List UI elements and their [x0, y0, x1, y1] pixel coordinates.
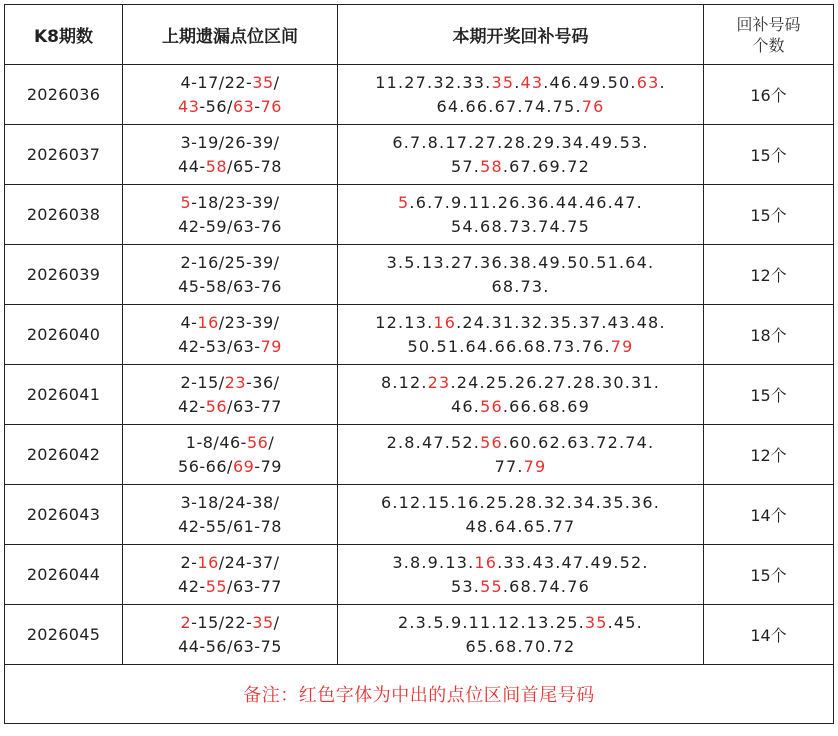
draw-segment: .67.69.72	[502, 156, 590, 176]
draw-segment: 2.3.5.9.11.12.13.25.	[398, 612, 585, 632]
count-text: 14个	[750, 506, 787, 525]
draw-segment: 46.	[451, 396, 481, 416]
draw-segment: 3.5.13.27.36.38.49.50.51.64.	[386, 252, 655, 272]
range-segment: -56/	[199, 96, 233, 116]
count-cell	[704, 185, 834, 245]
header-current-draw-label: 本期开奖回补号码	[452, 27, 589, 47]
count-text: 15个	[750, 206, 787, 225]
draw-cell	[338, 245, 704, 305]
draw-segment: .45.	[607, 612, 643, 632]
header-period-label: K8期数	[33, 27, 93, 47]
table-row	[5, 185, 834, 245]
draw-cell	[338, 425, 704, 485]
draw-cell	[338, 305, 704, 365]
draw-segment: .6.7.9.11.26.36.44.46.47.	[409, 192, 643, 212]
range-segment: /	[273, 612, 280, 632]
highlighted-number: 35	[491, 72, 515, 92]
draw-cell	[338, 605, 704, 665]
draw-segment: 11.27.32.33.	[375, 72, 492, 92]
range-line	[123, 515, 337, 539]
range-line	[123, 455, 337, 479]
highlighted-number: 16	[433, 312, 457, 332]
range-segment: /	[268, 432, 275, 452]
draw-segment: 48.64.65.77	[465, 516, 576, 536]
draw-segment: 2.8.47.52.	[386, 432, 481, 452]
period-text: 2026037	[26, 145, 101, 164]
range-segment: -79	[254, 456, 282, 476]
period-text: 2026039	[26, 265, 101, 284]
highlighted-number: 16	[197, 312, 219, 332]
highlighted-number: 23	[427, 372, 451, 392]
header-count	[704, 5, 834, 65]
period-cell	[5, 65, 123, 125]
period-text: 2026043	[26, 505, 101, 524]
highlighted-number: 76	[260, 96, 282, 116]
draw-cell	[338, 125, 704, 185]
highlighted-number: 5	[180, 192, 192, 212]
highlighted-number: 55	[480, 576, 503, 596]
range-segment: -36/	[246, 372, 280, 392]
highlighted-number: 43	[520, 72, 544, 92]
highlighted-number: 56	[480, 396, 503, 416]
note-row	[5, 665, 834, 724]
range-segment: 2-	[180, 552, 198, 572]
range-segment: -	[254, 96, 261, 116]
header-prev-range	[123, 5, 338, 65]
period-text: 2026040	[26, 325, 101, 344]
period-text: 2026036	[26, 85, 101, 104]
count-text: 18个	[750, 326, 787, 345]
draw-segment: 3.8.9.13.	[392, 552, 475, 572]
draw-segment: .24.25.26.27.28.30.31.	[450, 372, 661, 392]
draw-line	[338, 431, 703, 455]
draw-cell	[338, 485, 704, 545]
range-segment: -18/23-39/	[191, 192, 280, 212]
draw-line	[338, 371, 703, 395]
table-row	[5, 125, 834, 185]
range-segment: 2-15/	[180, 372, 225, 392]
draw-line	[338, 71, 703, 95]
highlighted-number: 56	[480, 432, 503, 452]
range-line	[123, 251, 337, 275]
count-cell	[704, 305, 834, 365]
range-segment: 44-56/63-75	[178, 636, 282, 656]
table-row	[5, 305, 834, 365]
highlighted-number: 79	[610, 336, 634, 356]
highlighted-number: 5	[398, 192, 410, 212]
draw-line	[338, 131, 703, 155]
draw-segment: 6.12.15.16.25.28.32.34.35.36.	[380, 492, 661, 512]
draw-segment: .	[659, 72, 666, 92]
draw-segment: 12.13.	[375, 312, 434, 332]
range-segment: 42-55/61-78	[178, 516, 282, 536]
range-segment: 44-	[178, 156, 206, 176]
highlighted-number: 16	[197, 552, 219, 572]
draw-line	[338, 251, 703, 275]
count-text: 12个	[750, 446, 787, 465]
range-cell	[123, 125, 338, 185]
range-line	[123, 395, 337, 419]
count-text: 15个	[750, 566, 787, 585]
range-line	[123, 371, 337, 395]
draw-cell	[338, 185, 704, 245]
count-cell	[704, 65, 834, 125]
draw-segment: .24.31.32.35.37.43.48.	[456, 312, 666, 332]
range-segment: 42-59/63-76	[178, 216, 282, 236]
highlighted-number: 23	[224, 372, 247, 392]
range-segment: /65-78	[227, 156, 282, 176]
range-segment: 56-66/	[178, 456, 233, 476]
range-segment: -15/22-	[191, 612, 253, 632]
note-text: 备注：红色字体为中出的点位区间首尾号码	[243, 685, 595, 706]
draw-line	[338, 635, 703, 659]
range-segment: 4-	[180, 312, 198, 332]
range-line	[123, 95, 337, 119]
period-text: 2026045	[26, 625, 101, 644]
range-line	[123, 311, 337, 335]
draw-line	[338, 311, 703, 335]
period-cell	[5, 305, 123, 365]
draw-segment: 8.12.	[380, 372, 428, 392]
count-cell	[704, 545, 834, 605]
period-text: 2026042	[26, 445, 101, 464]
highlighted-number: 35	[252, 72, 274, 92]
period-cell	[5, 365, 123, 425]
range-cell	[123, 65, 338, 125]
lottery-table-sheet	[4, 4, 833, 724]
highlighted-number: 79	[523, 456, 547, 476]
highlighted-number: 63	[232, 96, 255, 116]
range-segment: 42-53/63-	[178, 336, 261, 356]
range-segment: 42-	[178, 396, 206, 416]
period-cell	[5, 125, 123, 185]
period-cell	[5, 425, 123, 485]
highlighted-number: 56	[246, 432, 269, 452]
range-line	[123, 551, 337, 575]
highlighted-number: 79	[260, 336, 282, 356]
draw-segment: .60.62.63.72.74.	[502, 432, 655, 452]
range-segment: 3-19/26-39/	[180, 132, 280, 152]
period-cell	[5, 485, 123, 545]
range-segment: 3-18/24-38/	[180, 492, 280, 512]
count-text: 15个	[750, 146, 787, 165]
highlighted-number: 55	[205, 576, 228, 596]
range-line	[123, 71, 337, 95]
draw-cell	[338, 65, 704, 125]
draw-line	[338, 335, 703, 359]
draw-segment: 53.	[451, 576, 481, 596]
range-line	[123, 611, 337, 635]
highlighted-number: 58	[205, 156, 228, 176]
highlighted-number: 16	[474, 552, 498, 572]
draw-line	[338, 515, 703, 539]
period-cell	[5, 245, 123, 305]
table-body	[5, 65, 834, 665]
count-text: 16个	[750, 86, 787, 105]
range-segment: /63-77	[227, 396, 282, 416]
table-row	[5, 425, 834, 485]
range-segment: 45-58/63-76	[178, 276, 282, 296]
table-row	[5, 245, 834, 305]
draw-segment: .	[514, 72, 521, 92]
draw-line	[338, 491, 703, 515]
note-cell	[5, 665, 834, 724]
highlighted-number: 2	[180, 612, 192, 632]
period-text: 2026044	[26, 565, 101, 584]
header-count-label-line1: 回补号码	[736, 14, 801, 34]
range-cell	[123, 605, 338, 665]
header-period	[5, 5, 123, 65]
range-segment: 42-	[178, 576, 206, 596]
draw-line	[338, 95, 703, 119]
highlighted-number: 35	[584, 612, 608, 632]
range-line	[123, 191, 337, 215]
draw-line	[338, 575, 703, 599]
count-cell	[704, 605, 834, 665]
count-text: 15个	[750, 386, 787, 405]
table-row	[5, 365, 834, 425]
highlighted-number: 69	[232, 456, 255, 476]
count-cell	[704, 365, 834, 425]
period-text: 2026038	[26, 205, 101, 224]
range-segment: /24-37/	[218, 552, 280, 572]
draw-cell	[338, 365, 704, 425]
header-prev-range-label: 上期遗漏点位区间	[162, 27, 298, 47]
range-cell	[123, 185, 338, 245]
draw-segment: 68.73.	[491, 276, 550, 296]
range-line	[123, 131, 337, 155]
range-cell	[123, 485, 338, 545]
range-cell	[123, 245, 338, 305]
range-line	[123, 431, 337, 455]
range-cell	[123, 425, 338, 485]
header-count-label-line2: 个数	[752, 35, 785, 55]
range-line	[123, 491, 337, 515]
header-row	[5, 5, 834, 65]
draw-line	[338, 611, 703, 635]
draw-cell	[338, 545, 704, 605]
highlighted-number: 58	[480, 156, 503, 176]
draw-line	[338, 455, 703, 479]
draw-segment: 6.7.8.17.27.28.29.34.49.53.	[392, 132, 649, 152]
draw-segment: .46.49.50.	[543, 72, 637, 92]
draw-segment: 65.68.70.72	[465, 636, 576, 656]
draw-segment: 54.68.73.74.75	[451, 216, 590, 236]
count-cell	[704, 245, 834, 305]
range-line	[123, 335, 337, 359]
draw-line	[338, 191, 703, 215]
highlighted-number: 63	[636, 72, 660, 92]
count-text: 14个	[750, 626, 787, 645]
range-line	[123, 155, 337, 179]
period-cell	[5, 545, 123, 605]
range-line	[123, 275, 337, 299]
range-segment: /63-77	[227, 576, 282, 596]
range-line	[123, 635, 337, 659]
draw-segment: .68.74.76	[502, 576, 590, 596]
draw-line	[338, 155, 703, 179]
draw-line	[338, 551, 703, 575]
draw-segment: 57.	[451, 156, 481, 176]
range-segment: /23-39/	[218, 312, 280, 332]
table-row	[5, 65, 834, 125]
range-cell	[123, 545, 338, 605]
header-current-draw	[338, 5, 704, 65]
range-segment: 2-16/25-39/	[180, 252, 280, 272]
draw-line	[338, 215, 703, 239]
highlighted-number: 56	[205, 396, 228, 416]
table-row	[5, 605, 834, 665]
range-segment: /	[273, 72, 280, 92]
range-cell	[123, 305, 338, 365]
period-text: 2026041	[26, 385, 101, 404]
range-segment: 1-8/46-	[185, 432, 247, 452]
draw-segment: 64.66.67.74.75.	[436, 96, 582, 116]
draw-segment: .33.43.47.49.52.	[497, 552, 649, 572]
range-line	[123, 575, 337, 599]
draw-line	[338, 395, 703, 419]
count-cell	[704, 425, 834, 485]
draw-segment: 77.	[494, 456, 524, 476]
draw-segment: 50.51.64.66.68.73.76.	[407, 336, 611, 356]
period-cell	[5, 185, 123, 245]
lottery-table	[4, 4, 834, 724]
table-row	[5, 485, 834, 545]
count-text: 12个	[750, 266, 787, 285]
table-row	[5, 545, 834, 605]
range-cell	[123, 365, 338, 425]
period-cell	[5, 605, 123, 665]
draw-segment: .66.68.69	[502, 396, 590, 416]
highlighted-number: 35	[252, 612, 274, 632]
highlighted-number: 76	[581, 96, 605, 116]
count-cell	[704, 125, 834, 185]
range-segment: 4-17/22-	[180, 72, 253, 92]
count-cell	[704, 485, 834, 545]
draw-line	[338, 275, 703, 299]
highlighted-number: 43	[178, 96, 200, 116]
range-line	[123, 215, 337, 239]
